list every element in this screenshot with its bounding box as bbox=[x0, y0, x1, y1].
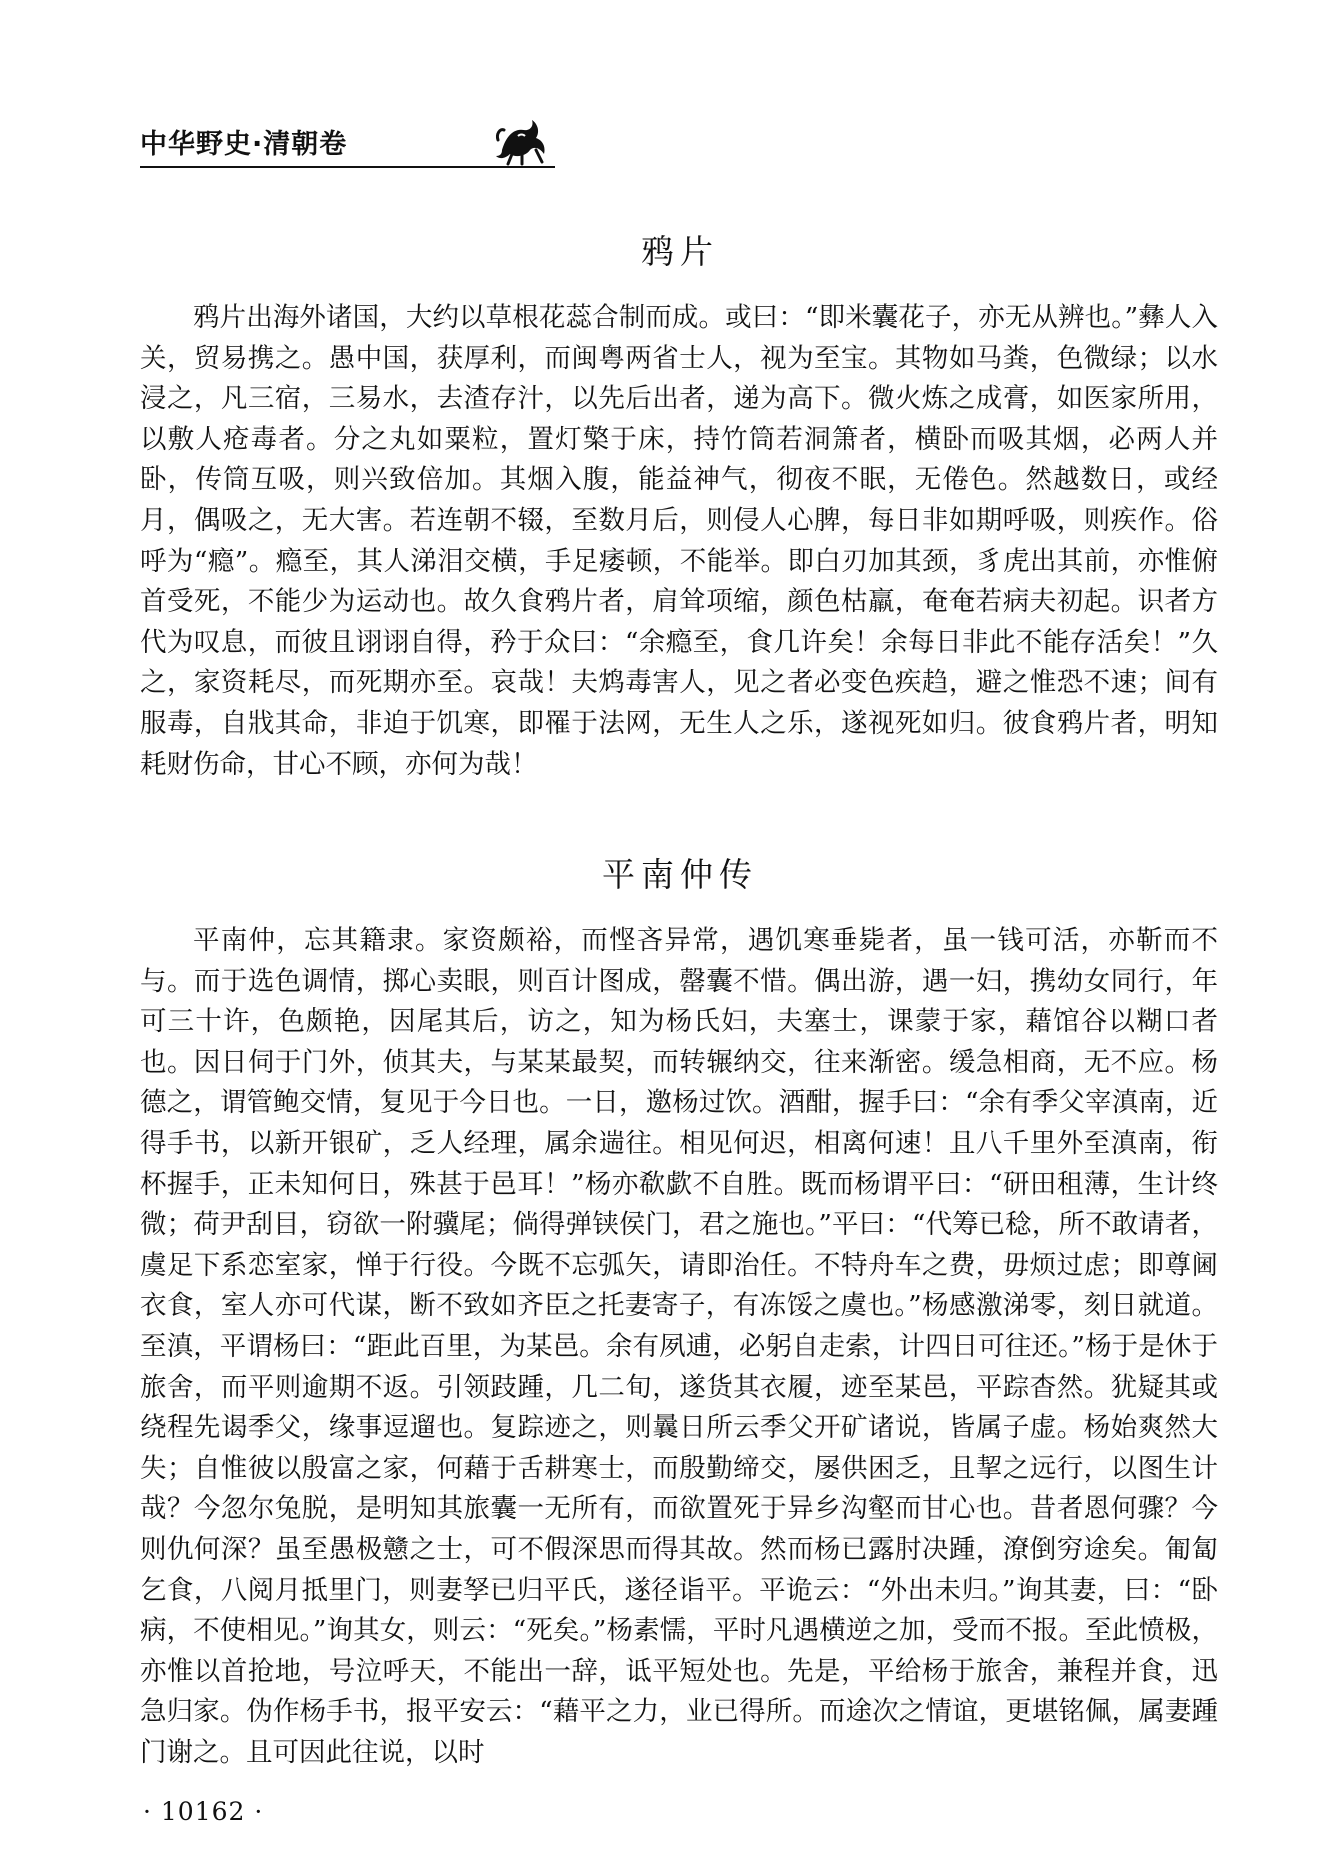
paragraph-pingnanzhong: 平南仲，忘其籍隶。家资颇裕，而悭吝异常，遇饥寒垂毙者，虽一钱可活，亦靳而不与。而于选色调情，掷心卖眼，则百计图成，罄囊不惜。偶出游，遇一妇，携幼女同行，年可三十许，色颇艳，因尾其后，访之，知为杨氏妇，夫塞士，课蒙于家，藉馆谷以糊口者也。因日伺于门外，侦其夫，与某某最契，而转辗纳交，往来渐密。缓急相商，无不应。杨德之，谓管鲍交情，复见于今日也。一日，邀杨过饮。酒酣，握手曰：“余有季父宰滇南，近得手书，以新开银矿，乏人经理，属余遄往。相见何迟，相离何速！且八千里外至滇南，衔杯握手，正未知何日，殊甚于邑耳！”杨亦欷歔不自胜。既而杨谓平曰：“研田租薄，生计终微；荷尹刮目，窃欲一附骥尾；倘得弹铗侯门，君之施也。”平曰：“代筹已稔，所不敢请者，虞足下系恋室家，惮于行役。今既不忘弧矢，请即治任。不特舟车之费，毋烦过虑；即尊阃衣食，室人亦可代谋，断不致如齐臣之托妻寄子，有冻馁之虞也。”杨感激涕零，刻日就道。至滇，平谓杨曰：“距此百里，为某邑。余有夙逋，必躬自走索，计四日可往还。”杨于是休于旅舍，而平则逾期不返。引领跂踵，几二旬，遂货其衣履，迹至某邑，平踪杳然。犹疑其或绕程先谒季父，缘事逗遛也。复踪迹之，则曩日所云季父开矿诸说，皆属子虚。杨始爽然大失；自惟彼以殷富之家，何藉于舌耕寒士，而殷勤缔交，屡供困乏，且挈之远行，以图生计哉？今忽尔兔脱，是明知其旅囊一无所有，而欲置死于异乡沟壑而甘心也。昔者恩何骤？今则仇何深？虽至愚极戆之士，可不假深思而得其故。然而杨已露肘决踵，潦倒穷途矣。匍匐乞食，八阅月抵里门，则妻孥已归平氏，遂径诣平。平诡云：“外出未归。”询其妻，曰：“卧病，不使相见。”询其女，则云：“死矣。”杨素懦，平时凡遇横逆之加，受而不报。至此愤极，亦惟以首抢地，号泣呼天，不能出一辞，诋平短处也。先是，平给杨于旅舍，兼程并食，迅急归家。伪作杨手书，报平安云：“藉平之力，业已得所。而途次之情谊，更堪铭佩，属妻踵门谢之。且可因此往说，以时 bbox=[140, 925, 1218, 1768]
paragraph-opium: 鸦片出海外诸国，大约以草根花蕊合制而成。或曰：“即米囊花子，亦无从辨也。”彝人入关，贸易携之。愚中国，获厚利，而闽粤两省士人，视为至宝。其物如马粪，色微绿；以水浸之，凡三宿，三易水，去渣存汁，以先后出者，递为高下。微火炼之成膏，如医家所用，以敷人疮毒者。分之丸如粟粒，置灯檠于床，持竹筒若洞箫者，横卧而吸其烟，必两人并卧，传筒互吸，则兴致倍加。其烟入腹，能益神气，彻夜不眠，无倦色。然越数日，或经月，偶吸之，无大害。若连朝不辍，至数月后，则侵人心脾，每日非如期呼吸，则疾作。俗呼为“瘾”。瘾至，其人涕泪交横，手足痿顿，不能举。即白刃加其颈，豸虎出其前，亦惟俯首受死，不能少为运动也。故久食鸦片者，肩耸项缩，颜色枯羸，奄奄若病夫初起。识者方代为叹息，而彼且诩诩自得，矜于众曰：“余瘾至，食几许矣！余每日非此不能存活矣！”久之，家资耗尽，而死期亦至。哀哉！夫鸩毒害人，见之者必变色疾趋，避之惟恐不速；间有服毒，自戕其命，非迫于饥寒，即罹于法网，无生人之乐，遂视死如归。彼食鸦片者，明知耗财伤命，甘心不顾，亦何为哉！ bbox=[140, 302, 1218, 780]
section-title-opium: 鸦片 bbox=[641, 232, 719, 271]
book-title: 中华野史·清朝卷 bbox=[140, 129, 348, 160]
dragon-emblem-icon bbox=[492, 110, 554, 166]
running-header bbox=[140, 118, 555, 168]
section-title-pingnanzhong: 平南仲传 bbox=[602, 855, 758, 894]
page-number: · 10162 · bbox=[143, 1797, 264, 1826]
